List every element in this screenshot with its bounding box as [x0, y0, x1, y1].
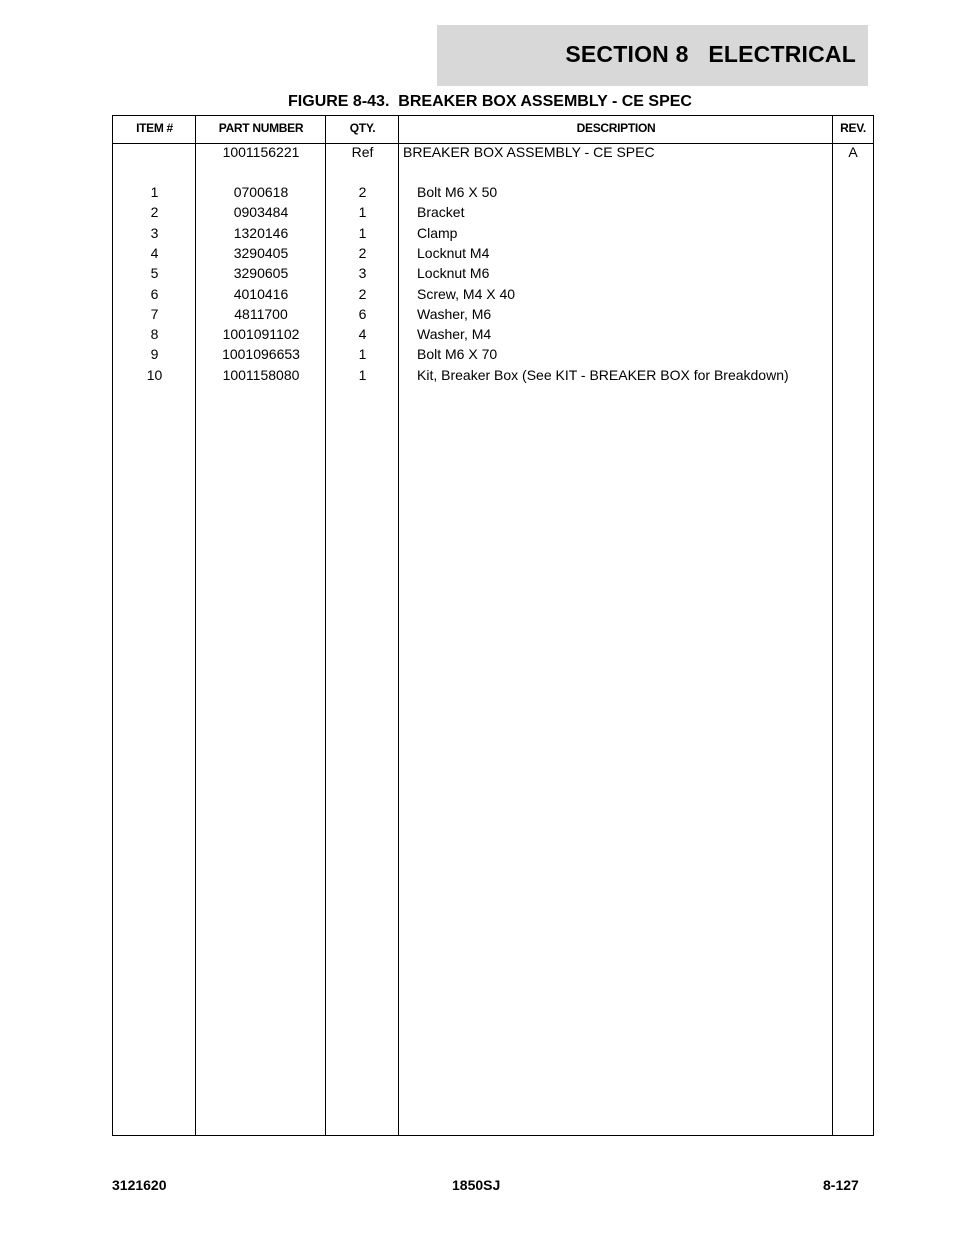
part-number-cell: 0903484	[233, 204, 289, 221]
item-cell: 2	[150, 204, 159, 221]
figure-title: FIGURE 8-43. BREAKER BOX ASSEMBLY - CE SPEC	[288, 93, 692, 110]
table-row	[113, 306, 873, 326]
part-number-cell: 1001096653	[222, 346, 300, 363]
table-row	[113, 265, 873, 285]
part-number-cell: 4010416	[233, 285, 289, 302]
part-number-cell: 1001156221	[222, 144, 300, 160]
part-number-cell: 0700618	[233, 184, 289, 200]
rev-cell: A	[848, 144, 858, 160]
part-number-cell: 1001158080	[222, 366, 300, 383]
qty-cell: 4	[358, 326, 367, 343]
item-cell: 7	[150, 305, 159, 322]
description-cell: Bracket	[417, 204, 465, 221]
item-cell: 9	[150, 346, 159, 363]
table-row	[113, 204, 873, 224]
description-cell: BREAKER BOX ASSEMBLY - CE SPEC	[403, 144, 655, 160]
description-cell: Kit, Breaker Box (See KIT - BREAKER BOX for Breakdown)	[417, 366, 789, 383]
footer-model: 1850SJ	[452, 1177, 501, 1193]
table-row	[113, 286, 873, 306]
table-row	[113, 184, 873, 204]
description-cell: Locknut M6	[417, 265, 490, 282]
column-header-part-number: PART NUMBER	[218, 121, 304, 135]
qty-cell: 2	[358, 184, 367, 200]
qty-cell: Ref	[351, 144, 374, 160]
description-cell: Bolt M6 X 70	[417, 346, 498, 363]
assembly-row	[113, 144, 873, 164]
description-cell: Locknut M4	[417, 244, 490, 261]
part-number-cell: 1320146	[233, 224, 289, 241]
table-row	[113, 367, 873, 387]
table-row	[113, 225, 873, 245]
item-cell: 10	[146, 366, 163, 383]
part-number-cell: 3290605	[233, 265, 289, 282]
table-row	[113, 245, 873, 265]
qty-cell: 1	[358, 204, 367, 221]
section-title: SECTION 8 ELECTRICAL	[565, 41, 856, 67]
item-cell: 6	[150, 285, 159, 302]
part-number-cell: 4811700	[234, 305, 288, 322]
qty-cell: 1	[358, 346, 367, 363]
description-cell: Bolt M6 X 50	[417, 184, 498, 200]
item-cell: 4	[150, 244, 159, 261]
qty-cell: 3	[358, 265, 367, 282]
item-cell: 3	[150, 224, 159, 241]
qty-cell: 2	[358, 285, 367, 302]
column-header-qty: QTY.	[349, 121, 376, 135]
qty-cell: 6	[358, 305, 367, 322]
description-cell: Clamp	[417, 224, 458, 241]
qty-cell: 2	[358, 244, 367, 261]
table-row	[113, 326, 873, 346]
parts-table	[112, 115, 874, 1136]
description-cell: Washer, M4	[417, 326, 492, 343]
column-header-item: ITEM #	[136, 121, 173, 135]
footer-doc-number: 3121620	[112, 1177, 167, 1193]
description-cell: Washer, M6	[417, 305, 492, 322]
part-number-cell: 3290405	[233, 244, 289, 261]
description-cell: Screw, M4 X 40	[417, 285, 516, 302]
item-cell: 1	[150, 184, 159, 200]
column-header-rev: REV.	[840, 121, 866, 135]
qty-cell: 1	[358, 366, 367, 383]
footer-page-number: 8-127	[823, 1177, 859, 1193]
item-cell: 8	[150, 326, 159, 343]
part-number-cell: 1001091102	[222, 326, 300, 343]
item-cell: 5	[150, 265, 159, 282]
column-header-description: DESCRIPTION	[576, 121, 656, 135]
qty-cell: 1	[358, 224, 367, 241]
section-header	[437, 25, 868, 86]
table-row	[113, 346, 873, 366]
